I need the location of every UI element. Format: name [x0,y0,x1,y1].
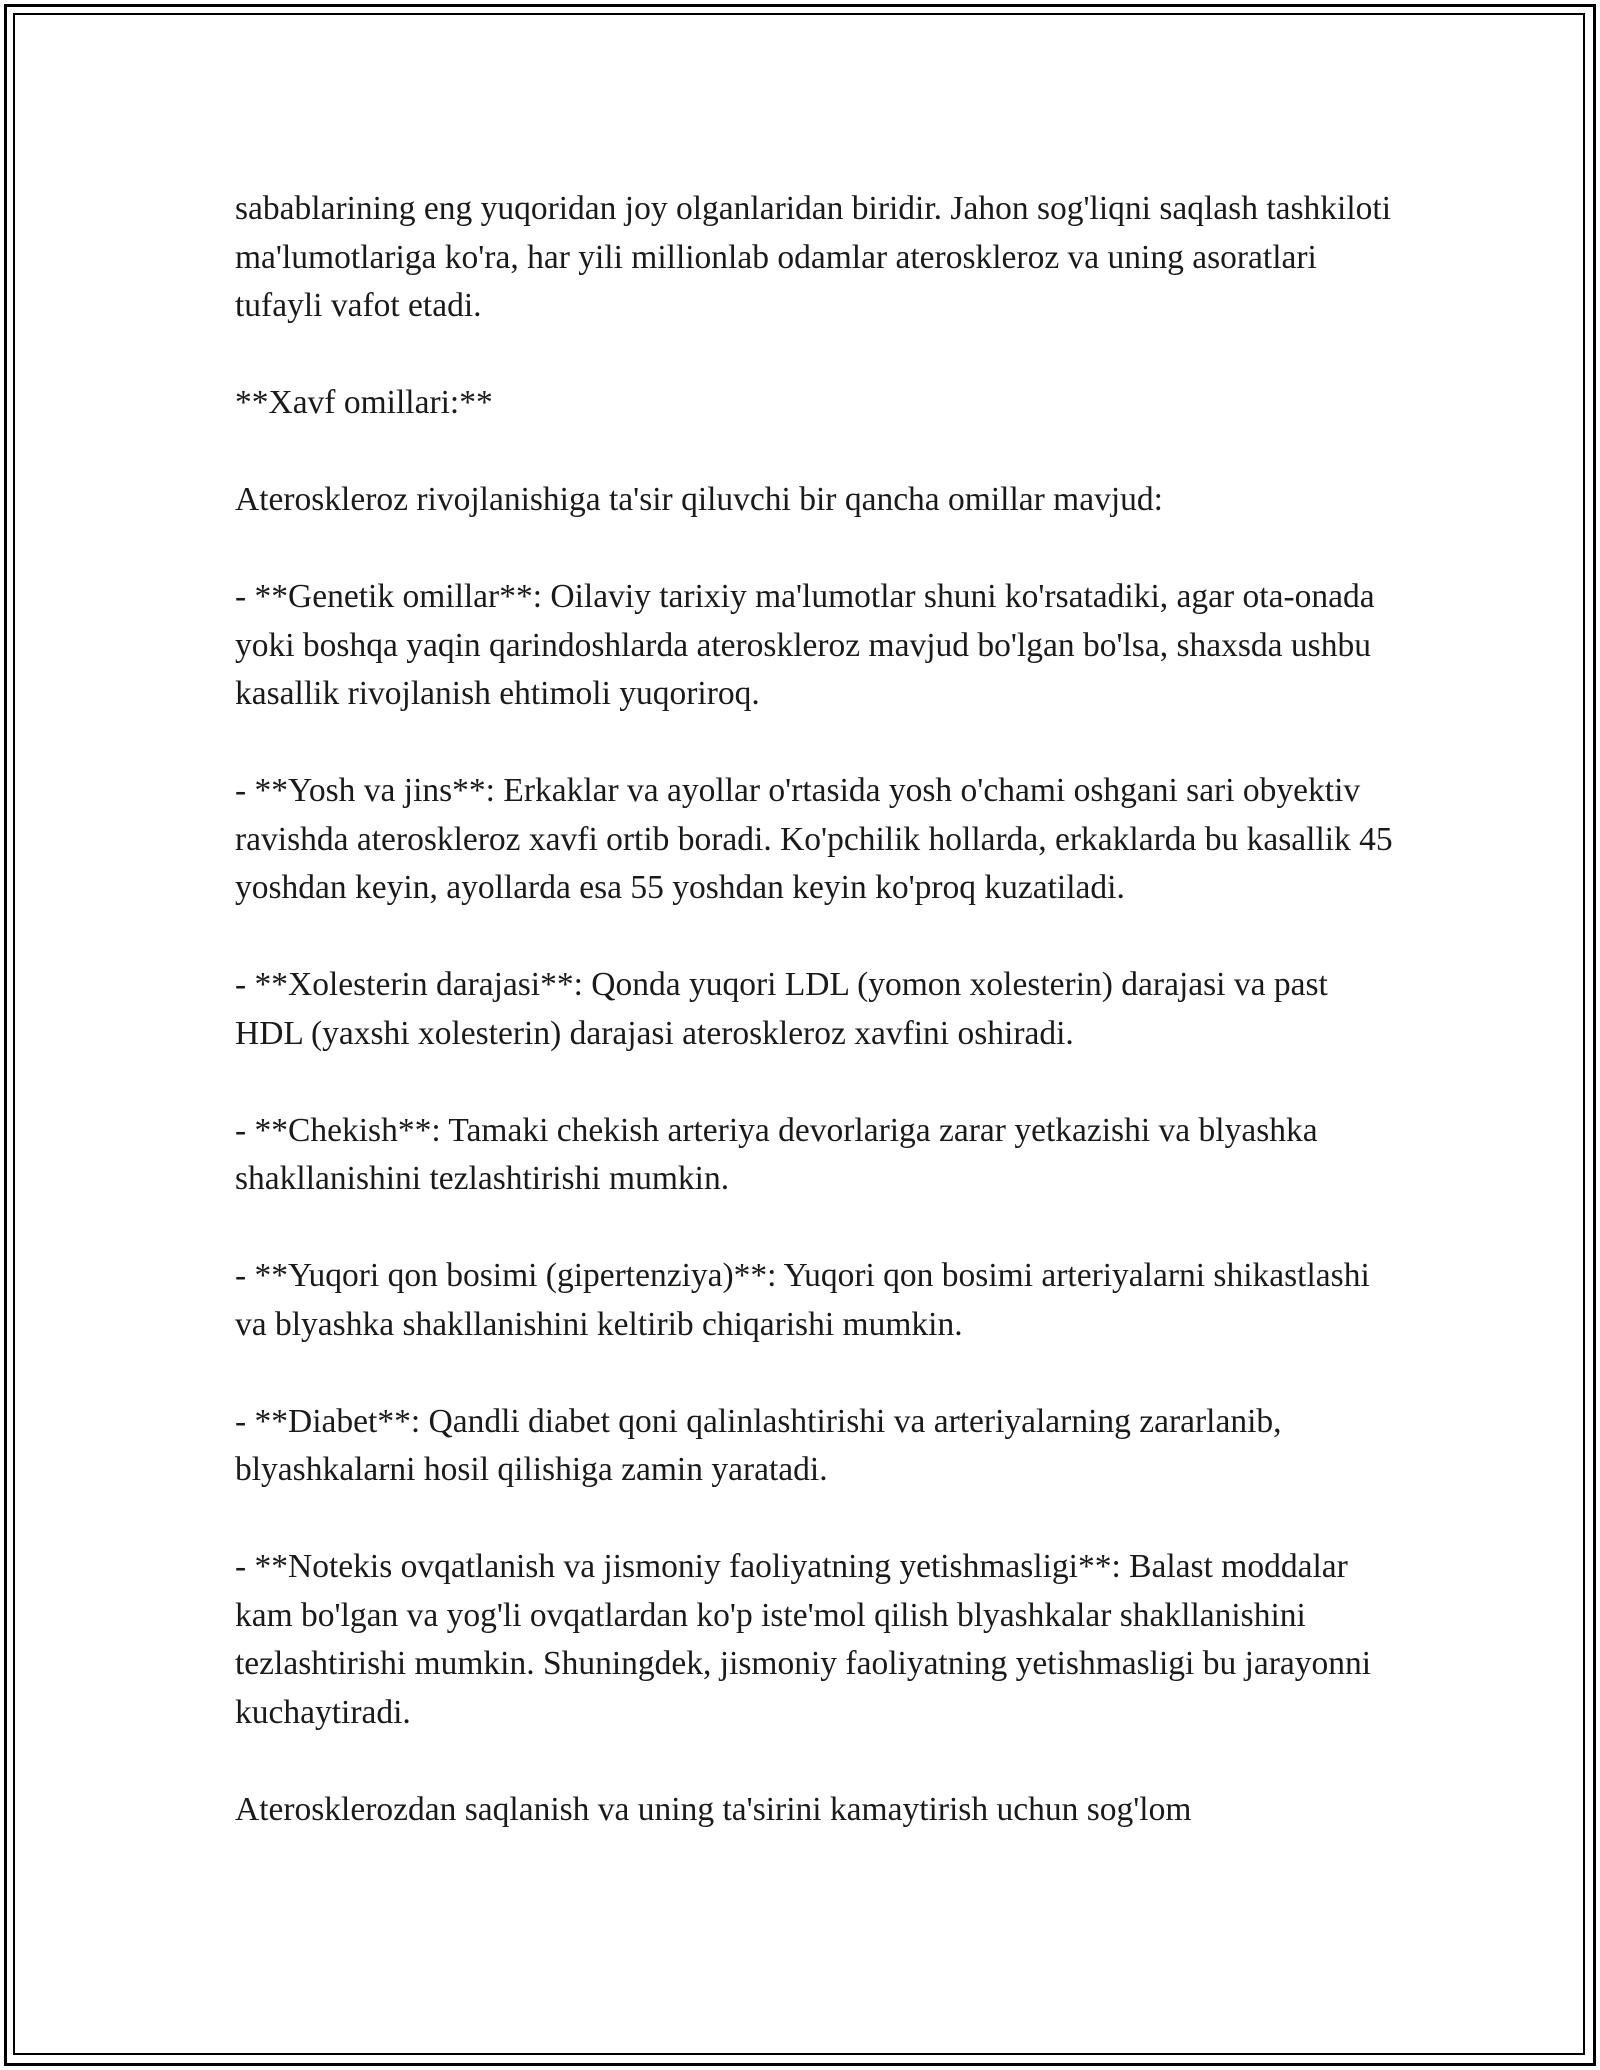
heading-risk-factors: **Xavf omillari:** [235,384,493,421]
list-item-diet-and-activity: - **Notekis ovqatlanish va jismoniy faoliyatning yetishmasligi**: Balast moddalar kam bo'lgan va yog'li ovqatlardan ko'p iste'mol qilish blyashkalar shakllanishini tezlashtirishi mumkin. Shuningdek, jismoniy faoliyatning yetishmasligi bu jarayonni kuchaytiradi. [235,1548,1372,1731]
paragraph-prevention: Aterosklerozdan saqlanish va uning ta'sirini kamaytirish uchun sog'lom [235,1790,1192,1828]
list-item-age-and-sex: - **Yosh va jins**: Erkaklar va ayollar o'rtasida yosh o'chami oshgani sari obyektiv ravishda ateroskleroz xavfi ortib boradi. Ko'pchilik hollarda, erkaklarda bu kasallik 45 yoshdan keyin, ayollarda esa 55 yoshdan keyin ko'proq kuzatiladi. [235,772,1393,906]
list-item-cholesterol: - **Xolesterin darajasi**: Qonda yuqori LDL (yomon xolesterin) darajasi va past HDL (yaxshi xolesterin) darajasi ateroskleroz xavfini oshiradi. [235,966,1328,1052]
list-item-hypertension: - **Yuqori qon bosimi (gipertenziya)**: Yuqori qon bosimi arteriyalarni shikastlashi va blyashka shakllanishini keltirib chiqarishi mumkin. [235,1257,1370,1343]
paragraph-risk-factors-intro: Ateroskleroz rivojlanishiga ta'sir qiluvchi bir qancha omillar mavjud: [235,481,1163,518]
list-item-smoking: - **Chekish**: Tamaki chekish arteriya devorlariga zarar yetkazishi va blyashka shakllanishini tezlashtirishi mumkin. [235,1111,1318,1197]
list-item-genetic-factors: - **Genetik omillar**: Oilaviy tarixiy ma'lumotlar shuni ko'rsatadiki, agar ota-onada yoki boshqa yaqin qarindoshlarda ateroskleroz mavjud bo'lgan bo'lsa, shaxsda ushbu kasallik rivojlanish ehtimoli yuqoriroq. [235,578,1375,712]
paragraph-intro-continuation: sabablarining eng yuqoridan joy olganlaridan biridir. Jahon sog'liqni saqlash tashkiloti ma'lumotlariga ko'ra, har yili millionlab odamlar ateroskleroz va uning asoratlari tufayli vafot etadi. [235,190,1392,324]
list-item-diabetes: - **Diabet**: Qandli diabet qoni qalinlashtirishi va arteriyalarning zararlanib, blyashkalarni hosil qilishiga zamin yaratadi. [235,1402,1282,1488]
document-body [235,185,1395,1834]
